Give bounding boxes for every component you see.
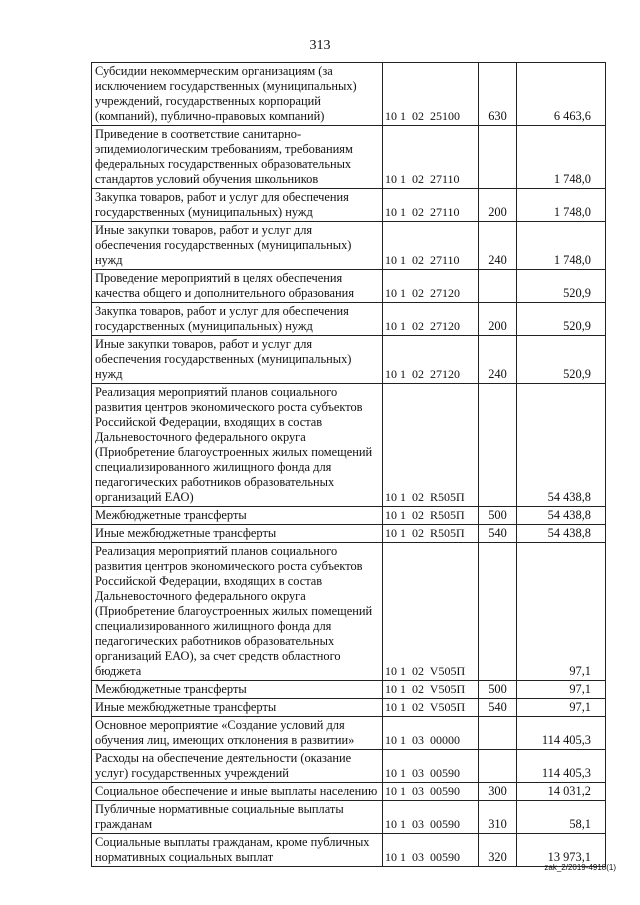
table-row [92, 699, 606, 717]
table-row [92, 336, 606, 384]
row-amount-cell: 58,1 [517, 801, 606, 834]
row-code-cell: 10 1 02 27110 [383, 222, 479, 270]
table-row [92, 189, 606, 222]
row-code-cell: 10 1 03 00590 [383, 801, 479, 834]
row-name-cell: Иные межбюджетные трансферты [92, 525, 383, 543]
row-code-cell: 10 1 02 R505П [383, 525, 479, 543]
row-name-cell: Приведение в соответствие санитарно-эпидемиологическим требованиям, требованиям федеральных государственных образовательных стандартов условий обучения школьников [92, 126, 383, 189]
row-expense-type-cell: 310 [479, 801, 517, 834]
row-expense-type-cell: 540 [479, 525, 517, 543]
row-amount-cell: 6 463,6 [517, 63, 606, 126]
row-expense-type-cell: 500 [479, 507, 517, 525]
row-name-cell: Проведение мероприятий в целях обеспечения качества общего и дополнительного образования [92, 270, 383, 303]
row-expense-type-cell: 320 [479, 834, 517, 867]
row-amount-cell: 114 405,3 [517, 750, 606, 783]
row-code-cell: 10 1 02 27110 [383, 189, 479, 222]
row-amount-cell: 54 438,8 [517, 507, 606, 525]
table-row [92, 126, 606, 189]
row-code-cell: 10 1 02 R505П [383, 507, 479, 525]
row-name-cell: Иные межбюджетные трансферты [92, 699, 383, 717]
row-expense-type-cell: 540 [479, 699, 517, 717]
row-code-cell: 10 1 02 27120 [383, 270, 479, 303]
row-code-cell: 10 1 02 27120 [383, 303, 479, 336]
table-row [92, 222, 606, 270]
row-expense-type-cell: 200 [479, 303, 517, 336]
row-amount-cell: 97,1 [517, 681, 606, 699]
table-row [92, 801, 606, 834]
row-code-cell: 10 1 02 27110 [383, 126, 479, 189]
table-row [92, 717, 606, 750]
table-row [92, 543, 606, 681]
table-row [92, 834, 606, 867]
row-amount-cell: 114 405,3 [517, 717, 606, 750]
row-amount-cell: 1 748,0 [517, 222, 606, 270]
table-row [92, 507, 606, 525]
row-expense-type-cell: 240 [479, 222, 517, 270]
row-amount-cell: 520,9 [517, 336, 606, 384]
row-name-cell: Социальные выплаты гражданам, кроме публичных нормативных социальных выплат [92, 834, 383, 867]
row-name-cell: Иные закупки товаров, работ и услуг для обеспечения государственных (муниципальных) нужд [92, 222, 383, 270]
row-expense-type-cell [479, 126, 517, 189]
row-code-cell: 10 1 03 00590 [383, 834, 479, 867]
row-amount-cell: 54 438,8 [517, 384, 606, 507]
row-name-cell: Реализация мероприятий планов социального развития центров экономического роста субъектов Российской Федерации, входящих в состав Дальневосточного федерального округа (Приобретение благоустроенных жилых помещений специализированного жилищного фонда для педагогических работников образовательных организаций ЕАО) [92, 384, 383, 507]
table-row [92, 303, 606, 336]
row-name-cell: Социальное обеспечение и иные выплаты населению [92, 783, 383, 801]
row-amount-cell: 520,9 [517, 303, 606, 336]
budget-table-body [92, 63, 606, 867]
row-code-cell: 10 1 03 00590 [383, 783, 479, 801]
row-amount-cell: 1 748,0 [517, 126, 606, 189]
row-name-cell: Основное мероприятие «Создание условий для обучения лиц, имеющих отклонения в развитии» [92, 717, 383, 750]
row-expense-type-cell [479, 717, 517, 750]
row-code-cell: 10 1 02 V505П [383, 681, 479, 699]
row-code-cell: 10 1 02 V505П [383, 543, 479, 681]
page-number: 313 [309, 38, 331, 53]
table-row [92, 681, 606, 699]
row-amount-cell: 1 748,0 [517, 189, 606, 222]
budget-table [91, 62, 606, 867]
row-expense-type-cell [479, 384, 517, 507]
row-expense-type-cell: 200 [479, 189, 517, 222]
row-code-cell: 10 1 03 00000 [383, 717, 479, 750]
row-code-cell: 10 1 02 27120 [383, 336, 479, 384]
row-expense-type-cell [479, 750, 517, 783]
row-name-cell: Закупка товаров, работ и услуг для обеспечения государственных (муниципальных) нужд [92, 303, 383, 336]
row-amount-cell: 97,1 [517, 699, 606, 717]
table-row [92, 270, 606, 303]
row-amount-cell: 97,1 [517, 543, 606, 681]
row-expense-type-cell [479, 543, 517, 681]
row-expense-type-cell: 630 [479, 63, 517, 126]
table-row [92, 63, 606, 126]
row-name-cell: Закупка товаров, работ и услуг для обеспечения государственных (муниципальных) нужд [92, 189, 383, 222]
row-name-cell: Иные закупки товаров, работ и услуг для обеспечения государственных (муниципальных) нужд [92, 336, 383, 384]
row-name-cell: Реализация мероприятий планов социального развития центров экономического роста субъектов Российской Федерации, входящих в состав Дальневосточного федерального округа (Приобретение благоустроенных жилых помещений специализированного жилищного фонда для педагогических работников образовательных организаций ЕАО), за счет средств областного бюджета [92, 543, 383, 681]
row-expense-type-cell: 500 [479, 681, 517, 699]
row-name-cell: Публичные нормативные социальные выплаты гражданам [92, 801, 383, 834]
row-expense-type-cell: 240 [479, 336, 517, 384]
row-code-cell: 10 1 02 R505П [383, 384, 479, 507]
row-name-cell: Субсидии некоммерческим организациям (за исключением государственных (муниципальных) учреждений, государственных корпораций (компаний), публично-правовых компаний) [92, 63, 383, 126]
row-amount-cell: 54 438,8 [517, 525, 606, 543]
table-row [92, 783, 606, 801]
table-row [92, 384, 606, 507]
row-name-cell: Межбюджетные трансферты [92, 507, 383, 525]
row-amount-cell: 520,9 [517, 270, 606, 303]
table-row [92, 525, 606, 543]
row-code-cell: 10 1 02 V505П [383, 699, 479, 717]
row-expense-type-cell [479, 270, 517, 303]
row-amount-cell: 14 031,2 [517, 783, 606, 801]
table-row [92, 750, 606, 783]
row-expense-type-cell: 300 [479, 783, 517, 801]
document-footer-code: zak_2/2019-4918(1) [544, 863, 616, 872]
row-name-cell: Межбюджетные трансферты [92, 681, 383, 699]
row-code-cell: 10 1 03 00590 [383, 750, 479, 783]
row-amount-cell: 13 973,1 [517, 834, 606, 867]
row-code-cell: 10 1 02 25100 [383, 63, 479, 126]
row-name-cell: Расходы на обеспечение деятельности (оказание услуг) государственных учреждений [92, 750, 383, 783]
